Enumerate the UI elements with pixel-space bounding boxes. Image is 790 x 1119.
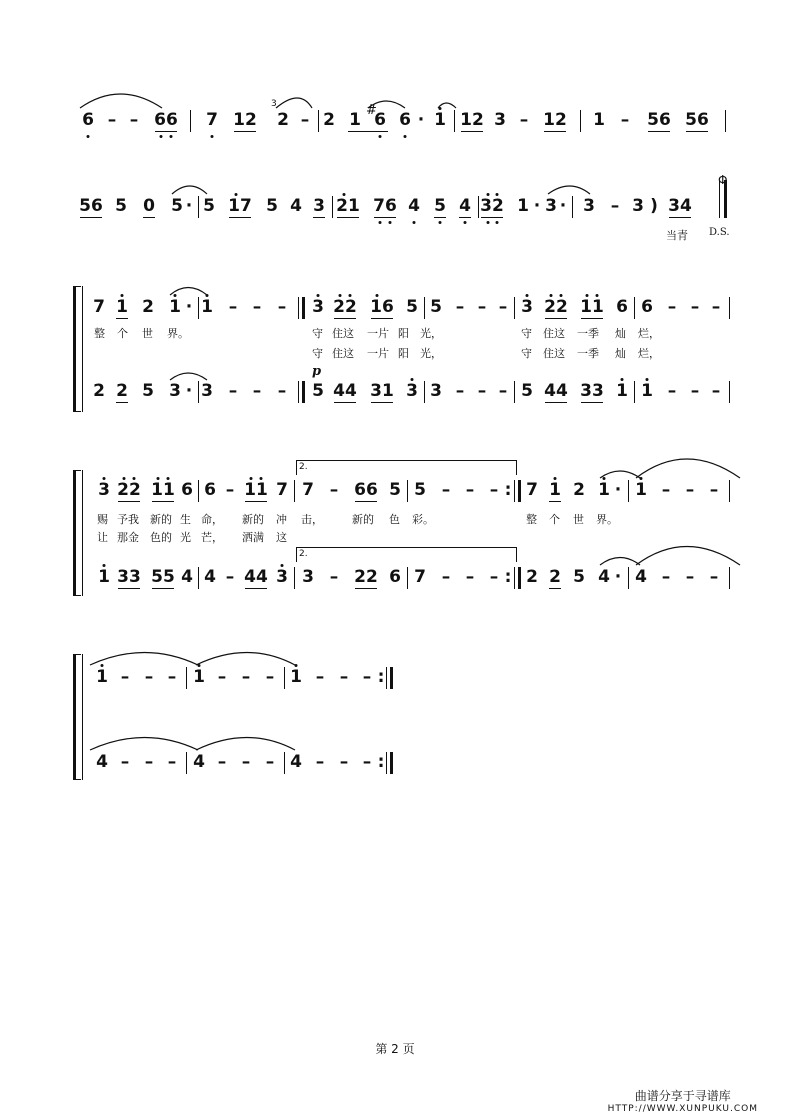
lyric: 界。 — [596, 513, 618, 526]
lyric: 这 — [276, 531, 287, 544]
note: 2 — [323, 110, 335, 130]
note: 4 — [290, 752, 302, 772]
note: 1 — [434, 110, 446, 130]
note: 5 — [203, 196, 215, 216]
note: 7 — [276, 480, 288, 500]
lyric: 一片 — [367, 327, 389, 340]
note: 76 — [373, 196, 397, 216]
coda-icon: Φ — [718, 173, 728, 187]
lyric: 命， — [201, 513, 223, 526]
note: 44 — [333, 381, 357, 401]
note: 32 — [480, 196, 504, 216]
note: 3 — [312, 297, 324, 317]
note: 56 — [79, 196, 103, 216]
note: 56 — [685, 110, 709, 130]
note: 11 — [580, 297, 604, 317]
note: 22 — [544, 297, 568, 317]
lyric: 冲 — [276, 513, 287, 526]
note: 4 — [635, 567, 647, 587]
note: 3 — [545, 196, 557, 216]
note: 6 — [204, 480, 216, 500]
note: 3 — [313, 196, 325, 216]
lyric: 彩。 — [412, 513, 434, 526]
note: 4 — [193, 752, 205, 772]
note: 4 — [408, 196, 420, 216]
note: 4 — [459, 196, 471, 216]
lyric: 芒， — [201, 531, 223, 544]
note: 4 — [181, 567, 193, 587]
note: 7 — [302, 480, 314, 500]
note: 22 — [333, 297, 357, 317]
note: 3 — [521, 297, 533, 317]
note: 56 — [647, 110, 671, 130]
note: 1 — [193, 667, 205, 687]
lyric: 世 — [142, 327, 153, 340]
triplet-mark: 3 — [271, 99, 277, 109]
lyric: 光， — [420, 347, 442, 360]
note: 3 — [494, 110, 506, 130]
lyric: 光 — [180, 531, 191, 544]
lyric: 击， — [301, 513, 323, 526]
lyric: 世 — [573, 513, 584, 526]
note: 6 — [641, 297, 653, 317]
note: 21 — [336, 196, 360, 216]
note: 5 — [573, 567, 585, 587]
lyric: 灿 — [615, 347, 626, 360]
dynamic-mark: p — [312, 364, 322, 379]
note: 3 — [632, 196, 644, 216]
watermark-url: HTTP://WWW.XUNPUKU.COM — [607, 1104, 758, 1114]
note: 44 — [544, 381, 568, 401]
note: 3 — [98, 480, 110, 500]
note: 0 — [143, 196, 155, 216]
note: 2 — [549, 567, 561, 587]
lyric: 阳 — [398, 327, 409, 340]
lyric: 新的 — [352, 513, 374, 526]
lyric: 生 — [180, 513, 191, 526]
lyric: 烂， — [638, 327, 660, 340]
note: 5 — [434, 196, 446, 216]
note: 3 — [430, 381, 442, 401]
note: 17 — [228, 196, 252, 216]
watermark — [608, 1087, 758, 1114]
note: 33 — [117, 567, 141, 587]
note: 1 — [517, 196, 529, 216]
note: 5 — [389, 480, 401, 500]
volta-label: 2. — [299, 462, 308, 472]
lyric: 烂， — [638, 347, 660, 360]
note: 3 — [583, 196, 595, 216]
note: 6 — [374, 110, 386, 130]
note: 2 — [573, 480, 585, 500]
note: 1 — [98, 567, 110, 587]
lyric: 整 — [94, 327, 105, 340]
note: 5 — [312, 381, 324, 401]
note: 6 — [389, 567, 401, 587]
note: 2 — [277, 110, 289, 130]
note: 1 — [349, 110, 361, 130]
note: 1 — [593, 110, 605, 130]
note: 5 — [406, 297, 418, 317]
note: 66 — [354, 480, 378, 500]
note: 2 — [526, 567, 538, 587]
note: 1 — [169, 297, 181, 317]
note: 1 — [116, 297, 128, 317]
note: 1 — [641, 381, 653, 401]
note: 16 — [370, 297, 394, 317]
note: 5 — [142, 381, 154, 401]
note: 33 — [580, 381, 604, 401]
note: 2 — [93, 381, 105, 401]
lyric: 守 — [312, 347, 323, 360]
note: 6 — [82, 110, 94, 130]
note: 4 — [204, 567, 216, 587]
lyric: 守 — [521, 327, 532, 340]
note: 22 — [117, 480, 141, 500]
lyric: 让 — [97, 531, 108, 544]
lyric: 色 — [389, 513, 400, 526]
lyric: 个 — [117, 327, 128, 340]
volta-label: 2. — [299, 549, 308, 559]
lyric: 一片 — [367, 347, 389, 360]
lyric: 守 — [312, 327, 323, 340]
note: 1 — [201, 297, 213, 317]
note: 6 — [616, 297, 628, 317]
note: 5 — [266, 196, 278, 216]
lyric: 色的 — [150, 531, 172, 544]
note: 1 — [549, 480, 561, 500]
lyric: 洒满 — [242, 531, 264, 544]
note: 5 — [430, 297, 442, 317]
note: 3 — [201, 381, 213, 401]
lyric: 新的 — [150, 513, 172, 526]
lyric: 灿 — [615, 327, 626, 340]
ds-mark: D.S. — [709, 227, 730, 238]
note: 5 — [171, 196, 183, 216]
lyric: 住这 — [543, 327, 565, 340]
note: 4 — [290, 196, 302, 216]
note: 2 — [116, 381, 128, 401]
note: 7 — [414, 567, 426, 587]
lyric: 一季 — [577, 327, 599, 340]
note: 6 — [399, 110, 411, 130]
note: 7 — [526, 480, 538, 500]
note: 4 — [96, 752, 108, 772]
note: 11 — [151, 480, 175, 500]
note: 12 — [460, 110, 484, 130]
paren-close: ) — [650, 196, 658, 216]
note: 1 — [290, 667, 302, 687]
lyric: 住这 — [543, 347, 565, 360]
lyric: 新的 — [242, 513, 264, 526]
lyric: 住这 — [332, 327, 354, 340]
note: 5 — [414, 480, 426, 500]
note: 7 — [206, 110, 218, 130]
lyric: 个 — [549, 513, 560, 526]
lyric: 整 — [526, 513, 537, 526]
note: 1 — [96, 667, 108, 687]
note: 12 — [233, 110, 257, 130]
note: 5 — [115, 196, 127, 216]
note: 1 — [598, 480, 610, 500]
lyric: 予我 — [117, 513, 139, 526]
lyric: 一季 — [577, 347, 599, 360]
page-number: 第 2 页 — [375, 1042, 415, 1056]
note: 4 — [598, 567, 610, 587]
note: 7 — [93, 297, 105, 317]
lyric: 光， — [420, 327, 442, 340]
note: 12 — [543, 110, 567, 130]
note: 22 — [354, 567, 378, 587]
note: 66 — [154, 110, 178, 130]
note: 11 — [244, 480, 268, 500]
note: 3 — [302, 567, 314, 587]
lyric: 阳 — [398, 347, 409, 360]
sharp-mark: # — [366, 103, 377, 118]
note: 3 — [169, 381, 181, 401]
note: 1 — [616, 381, 628, 401]
lyric: 界。 — [167, 327, 189, 340]
note: 3 — [276, 567, 288, 587]
note: 55 — [151, 567, 175, 587]
pickup-lyric: 当青 — [666, 229, 688, 242]
note: 44 — [244, 567, 268, 587]
lyric: 守 — [521, 347, 532, 360]
lyric: 那金 — [117, 531, 139, 544]
note: 3 — [406, 381, 418, 401]
lyric: 赐 — [97, 513, 108, 526]
note: 1 — [635, 480, 647, 500]
lyric: 住这 — [332, 347, 354, 360]
note: 31 — [370, 381, 394, 401]
note: 2 — [142, 297, 154, 317]
watermark-title: 曲谱分享于寻谱库 — [634, 1089, 731, 1103]
note: 5 — [521, 381, 533, 401]
note: 6 — [181, 480, 193, 500]
note: 34 — [668, 196, 692, 216]
